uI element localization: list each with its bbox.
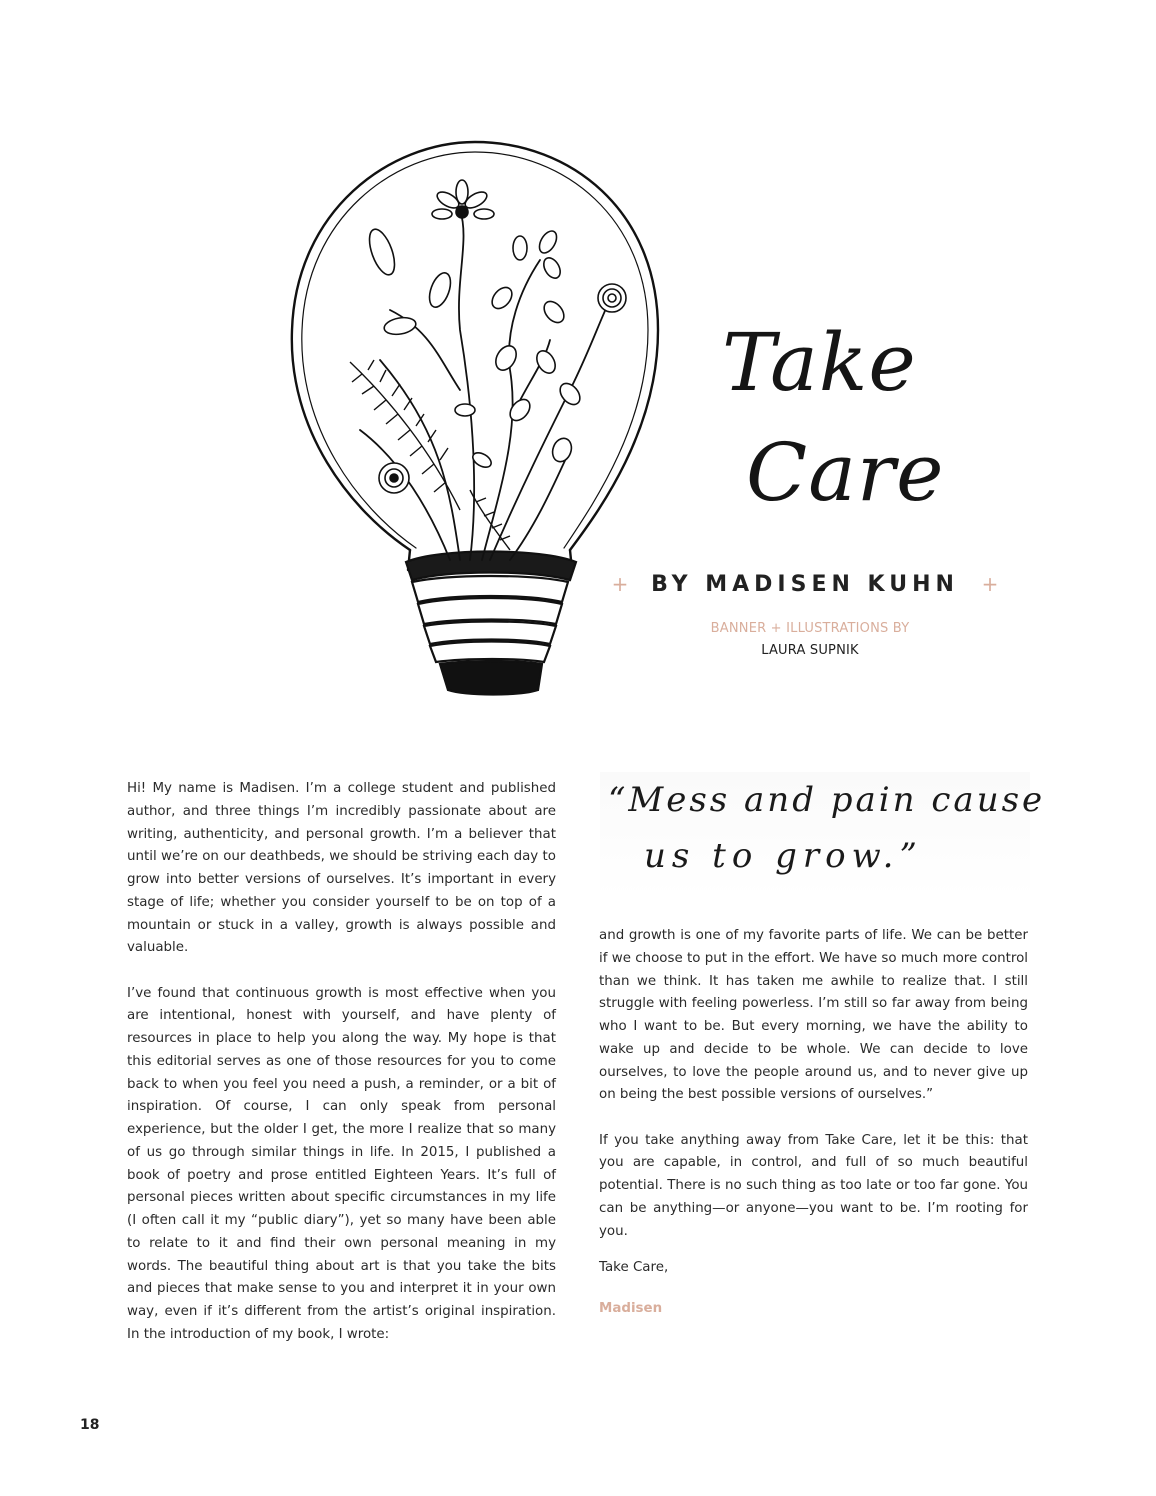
credits-name: LAURA SUPNIK (761, 643, 859, 658)
paragraph: Hi! My name is Madisen. I’m a college student and published author, and three things I’m incredibly passionate about are writing, authenticity, and personal growth. I’m a believer that until we’re on our deathbeds, we should be striving each day to grow into better versions of ourselves. It’s important in every stage of life; whether you consider yourself to be on top of a mountain or stuck in a valley, growth is always possible and valuable. (127, 781, 556, 956)
title-line-2: Care (746, 426, 945, 519)
paragraph: I’ve found that continuous growth is most effective when you are intentional, honest with yourself, and have plenty of resources in place to help you along the way. My hope is that this editorial serves as one of those resources for you to come back to when you feel you need a push, a reminder, or a bit of inspiration. Of course, I can only speak from personal experience, but the older I get, the more I realize that so many of us go through similar things in life. In 2015, I published a book of poetry and prose entitled Eighteen Years. It’s full of personal pieces written about specific circumstances in my life (I often call it my “public diary”), yet so many have been able to relate to it and find their own personal meaning in my words. The beautiful thing about art is that you take the bits and pieces that make sense to you and interpret it in your own way, even if it’s different from the artist’s original inspiration. In the introduction of my book, I wrote: (127, 985, 556, 1342)
credits-label: BANNER + ILLUSTRATIONS BY (710, 621, 910, 636)
lightbulb-illustration (270, 130, 670, 710)
paragraph: If you take anything away from Take Care, let it be this: that you are capable, in control, and full of so much beautiful potential. There is no such thing as too late or too far gone. You can be anything—or anyone—you want to be. I’m rooting for you. (599, 1132, 1028, 1239)
body-column-left (127, 778, 556, 1369)
byline-plus-right: + (981, 572, 999, 596)
article-title (722, 308, 945, 528)
byline-text: BY MADISEN KUHN (651, 572, 959, 597)
byline (600, 572, 1010, 597)
paragraph: and growth is one of my favorite parts of life. We can be better if we choose to put in the effort. We have so much more control than we think. It has taken me awhile to realize that. I still struggle with feeling powerless. I’m still so far away from being who I want to be. But every morning, we have the ability to wake up and decide to be whole. We can decide to love ourselves, to love the people around us, and to never give up on being the best possible versions of ourselves.” (599, 928, 1028, 1103)
title-line-1: Take (722, 316, 917, 409)
pull-quote (600, 772, 1046, 898)
page-number: 18 (80, 1417, 100, 1433)
byline-plus-left: + (611, 572, 629, 596)
signature: Madisen (599, 1301, 663, 1316)
body-column-right (599, 925, 1028, 1266)
pull-quote-line-1: “Mess and pain cause (608, 780, 1046, 820)
pull-quote-line-2: us to grow.” (644, 836, 923, 876)
signoff: Take Care, (599, 1260, 669, 1275)
